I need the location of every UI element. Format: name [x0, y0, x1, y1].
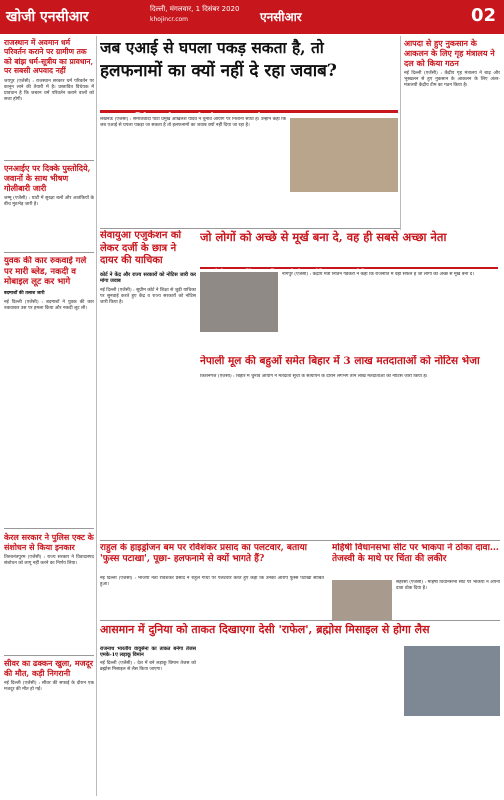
story-mahishi-body: सहरसा (एजेंसी) : महिषी विधानसभा सीट पर भाकपा ने अपना दावा ठोक दिया है। — [396, 580, 500, 591]
body-text: जम्मू (एजेंसी) : घाटी में सुरक्षा बलों और आतंकियों के बीच मुठभेड़ जारी है। — [4, 196, 94, 207]
story-tejas-sub — [100, 646, 196, 796]
story-gadkari-sub — [200, 259, 500, 269]
lead-subhead-bar — [100, 103, 400, 113]
story-tejas-head — [100, 623, 500, 643]
story-bihar-head — [200, 355, 500, 371]
left-story-5 — [4, 658, 94, 796]
gadkari-photo — [200, 272, 278, 332]
headline: राहुल के हाइड्रोजन बम पर रविशंकर प्रसाद का पलटवार, बताया 'फुस्स पटाखा', पूछा- हलफनामे से क्यों भागते हैं? — [100, 543, 308, 565]
mahishi-photo — [332, 580, 392, 620]
headline-line-2: हलफनामों का क्यों नहीं दे रहा जवाब? — [100, 61, 337, 82]
body-text: नई दिल्ली (एजेंसी) : बदमाशों ने युवक की कार रुकवाकर उस पर हमला किया और नकदी लूट ली। — [4, 299, 94, 311]
headline-line-1: जब एआई से घपला पकड़ सकता है, तो — [100, 38, 324, 57]
story-gadkari-body: नागपुर (एजेंसी) : केंद्रीय मंत्री नितिन गडकरी ने कहा कि राजनीति में वही सफल है जो लोगों को अच्छे से मूर्ख बना दे। — [282, 272, 474, 277]
issue-date: दिल्ली, मंगलवार, 1 दिसंबर 2020 — [150, 5, 240, 13]
headline: नेपाली मूल की बहुओं समेत बिहार में 3 लाख मतदाताओं को नोटिस भेजा — [200, 355, 480, 367]
lead-body: लखनऊ (एजेंसी) : समाजवादी पार्टी प्रमुख अखिलेश यादव ने चुनाव आयोग पर निशाना साधा है। उन्होंने कहा कि जब एआई से घपला पकड़ा जा सकता है तो हलफनामों का जवाब क्यों नहीं दिया जा रहा है। — [100, 117, 286, 128]
headline: जो लोगों को अच्छे से मूर्ख बना दे, वह ही सबसे अच्छा नेता — [200, 230, 447, 244]
masthead — [0, 0, 504, 34]
body-text: नई दिल्ली (एजेंसी) : केंद्रीय गृह मंत्रालय ने बाढ़ और भूस्खलन से हुए नुकसान के आकलन के लिए अंतर-मंत्रालयी केंद्रीय टीम का गठन किया है। — [404, 71, 500, 88]
left-story-2 — [4, 163, 94, 249]
body-text: नई दिल्ली (एजेंसी) : सीवर की सफाई के दौरान एक मजदूर की मौत हो गई। — [4, 681, 94, 692]
lead-headline — [100, 38, 400, 100]
section-name: एनसीआर — [260, 10, 302, 24]
headline: केरल सरकार ने पुलिस एक्ट के संशोधन से किया इनकार — [4, 532, 94, 552]
subhead: बदमाशों की तलाश जारी — [4, 290, 45, 296]
headline: सीवर का ढक्कन खुला, मजदूर की मौत, कड़ी निगरानी — [4, 658, 94, 678]
headline: आपदा से हुए नुकसान के आकलन के लिए गृह मंत्रालय ने दल को किया गठन — [404, 38, 495, 68]
lead-body-cont — [290, 195, 398, 225]
body-text: जयपुर (एजेंसी) : राजस्थान सरकार धर्म परिवर्तन पर कानून लाने की तैयारी में है। प्रस्तावित विधेयक में प्रावधान है कि जबरन धर्म परिवर्तन कराने वालों को सजा होगी। — [4, 78, 94, 102]
story-hydrogen-head — [100, 543, 324, 573]
lead-subhead — [100, 110, 398, 113]
paper-name: खोजी एनसीआर — [6, 9, 89, 25]
story-petition — [100, 230, 196, 540]
headline: आसमान में दुनिया को ताकत दिखाएगा देसी 'राफेल', ब्रह्मोस मिसाइल से होगा लैस — [100, 623, 430, 636]
left-story-4 — [4, 532, 94, 652]
lead-photo — [290, 118, 398, 192]
headline: सेवायुआ एजुकेशन को लेकर दर्जी के छात्र ने दायर की याचिका — [100, 230, 182, 266]
right-story — [404, 38, 500, 226]
headline: महिषी विधानसभा सीट पर भाकपा ने ठोका दावा…तेजस्वी के माथे पर चिंता की लकीर — [332, 543, 499, 565]
left-story-1 — [4, 38, 94, 158]
jet-photo — [404, 646, 500, 716]
headline: एनआईए पर दिक्के पुस्तोदिये, जवानों के साथ भीषण गोलीबारी जारी — [4, 163, 91, 193]
story-mahishi-head — [332, 543, 500, 577]
body-text: नई दिल्ली (एजेंसी) : सुप्रीम कोर्ट ने शिक्षा से जुड़ी याचिका पर सुनवाई करते हुए केंद्र व राज्य सरकारों को नोटिस जारी किया है। — [100, 287, 196, 305]
page-number: 02 — [470, 5, 496, 26]
headline: युवक की कार रुकवाई गले पर मारी ब्लेड, नकदी व मोबाइल लूट कर भागे — [4, 256, 87, 288]
story-bihar-body: किशनगंज (एजेंसी) : बिहार में चुनाव आयोग ने मतदाता सूची के सत्यापन के दौरान लगभग तीन लाख मतदाताओं को नोटिस जारी किया है। — [200, 374, 428, 379]
story-hydrogen-body: नई दिल्ली (एजेंसी) : भाजपा नेता रविशंकर प्रसाद ने राहुल गांधी पर पलटवार करते हुए कहा कि उनका आरोप फुस्स पटाखा साबित हुआ। — [100, 576, 324, 587]
headline: राजस्थान में अवमान धर्म परिवर्तन कराने पर ग्रामीण तक को बांझ धर्म-सूत्रीय का प्रावधान, पर सबसी अपवाद नहीं — [4, 38, 94, 76]
story-gadkari-head — [200, 230, 500, 258]
subhead: राजनाथ भारतीय वायुसेना का ताकत बनेगा तेजस एमके-1ए लड़ाकू विमान — [100, 646, 196, 658]
body-text: तिरुवनंतपुरम (एजेंसी) : राज्य सरकार ने विवादास्पद संशोधन को लागू नहीं करने का निर्णय लिया। — [4, 555, 94, 566]
subhead: कोर्ट ने केंद्र और राज्य सरकारों को नोटिस जारी कर मांगा जवाब — [100, 271, 196, 284]
left-story-3 — [4, 256, 94, 461]
body-text: नई दिल्ली (एजेंसी) : देश में बने लड़ाकू विमान तेजस को ब्रह्मोस मिसाइल से लैस किया जाएगा। — [100, 661, 196, 672]
site-url: khojincr.com — [150, 16, 189, 23]
subhead — [200, 267, 498, 269]
